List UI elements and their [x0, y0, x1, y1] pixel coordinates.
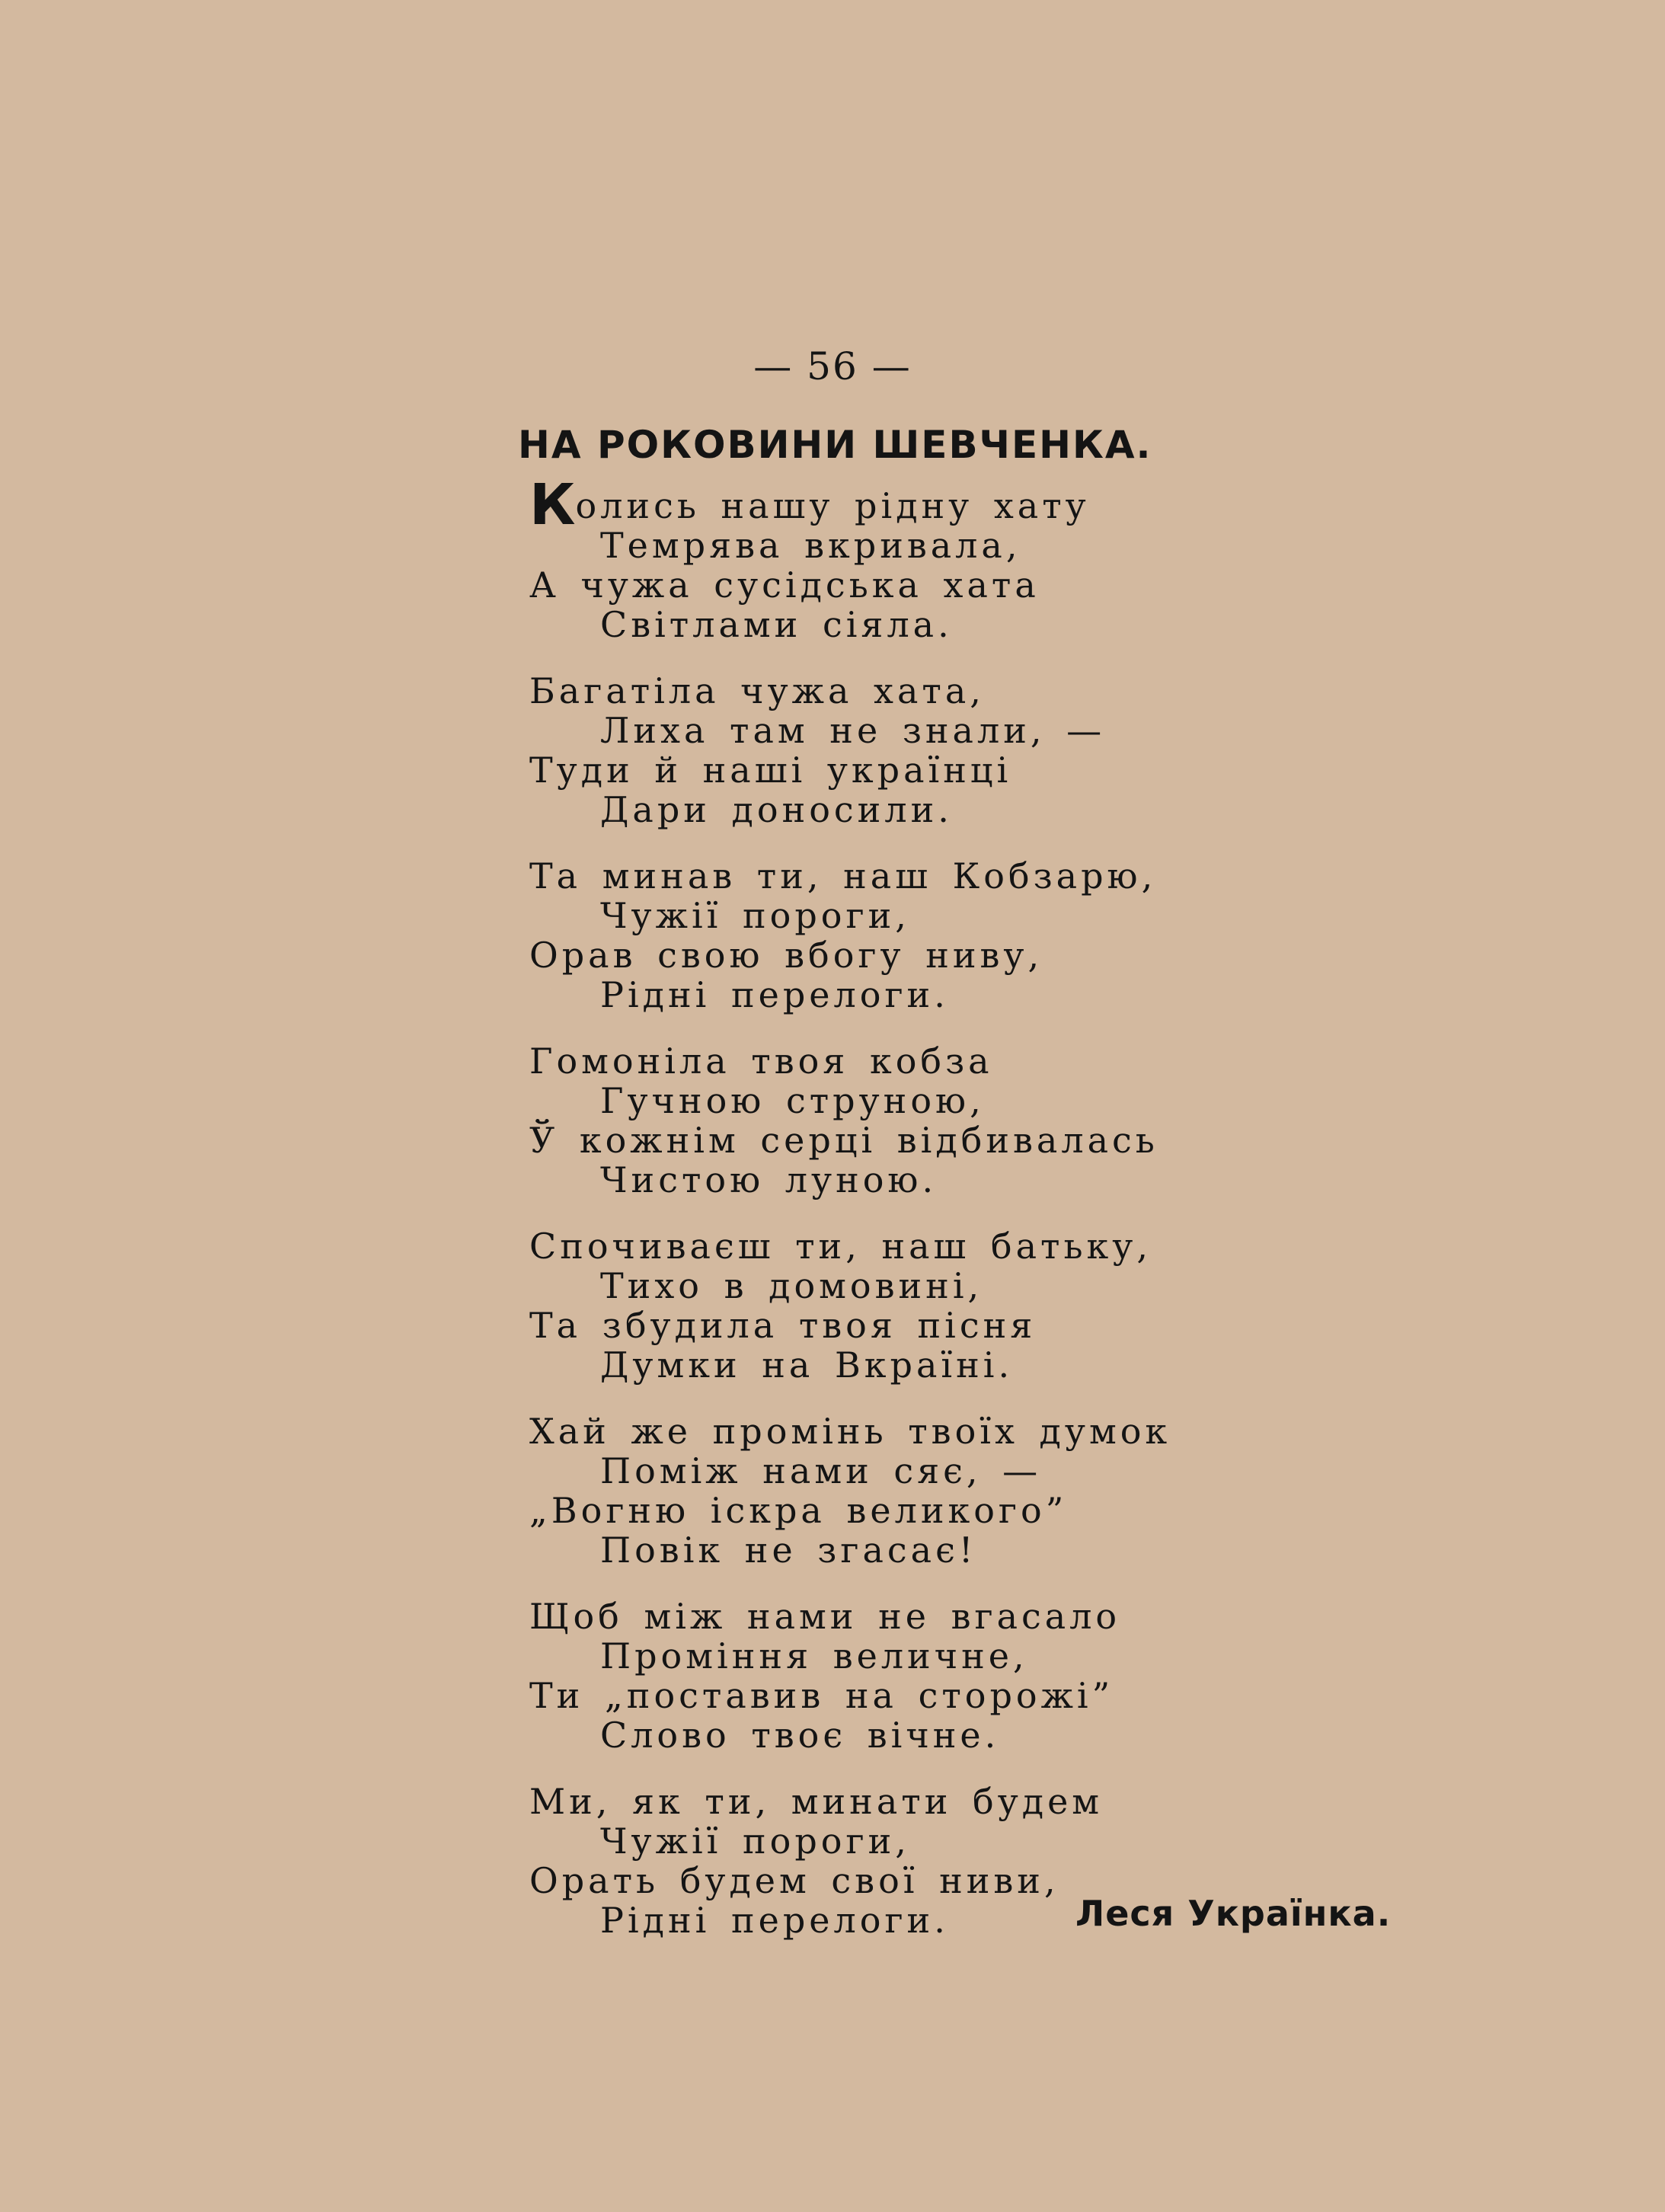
- stanza: [529, 671, 1520, 830]
- stanza: [529, 1597, 1520, 1755]
- poem-line: Проміння величне,: [600, 1635, 1028, 1677]
- poem-line: Лиха там не знали, —: [600, 710, 1106, 751]
- poem-line: Дари доносили.: [600, 789, 953, 830]
- poem-line: Орав свою вбогу ниву,: [529, 935, 1043, 976]
- poem-line: Туди й наші українці: [529, 750, 1012, 791]
- poem-line: Світлами сіяла.: [600, 604, 953, 645]
- poem-line: А чужа сусідська хата: [529, 564, 1040, 606]
- poem-line: Чужії пороги,: [600, 1820, 910, 1862]
- stanza: [529, 856, 1520, 1015]
- poem-line: Гучною струною,: [600, 1080, 985, 1121]
- poem-line: Та збудила твоя пісня: [529, 1305, 1037, 1346]
- poem-line: Щоб між нами не вгасало: [529, 1596, 1121, 1637]
- poem-line: Спочиваєш ти, наш батьку,: [529, 1226, 1152, 1267]
- poem-line: Багатіла чужа хата,: [529, 670, 985, 711]
- poem-line: Гомоніла твоя кобза: [529, 1040, 993, 1082]
- poem-line: Хай же промінь твоїх думок: [529, 1411, 1171, 1452]
- poem-line: Думки на Вкраїні.: [600, 1344, 1014, 1386]
- first-line-text: олись нашу рідну хату: [575, 485, 1090, 526]
- poem-line: Рідні перелоги.: [600, 1900, 949, 1941]
- stanza: [529, 1226, 1520, 1385]
- stanza: [529, 472, 1520, 645]
- poem-line: Ў кожнім серці відбивалась: [529, 1120, 1158, 1161]
- poem-line: Рідні перелоги.: [600, 974, 949, 1015]
- poem-line: Чужії пороги,: [600, 895, 910, 936]
- poem-line: Орать будем свої ниви,: [529, 1860, 1059, 1901]
- poem-line: „Вогню іскра великого”: [529, 1490, 1068, 1531]
- stanza: [529, 1411, 1520, 1570]
- poem-line: Ми, як ти, минати будем: [529, 1781, 1104, 1822]
- poem-line: Поміж нами сяє, —: [600, 1450, 1042, 1491]
- poem-line: Та минав ти, наш Кобзарю,: [529, 855, 1157, 897]
- drop-cap: К: [529, 472, 576, 538]
- poem-line: Слово твоє вічне.: [600, 1715, 1000, 1756]
- poem-title: НА РОКОВИНИ ШЕВЧЕНКА.: [518, 423, 1152, 467]
- poem-line: [529, 472, 1520, 538]
- poem-line: Ти „поставив на сторожі”: [529, 1675, 1114, 1716]
- poem-line: Тихо в домовині,: [600, 1265, 983, 1306]
- page-number: — 56 —: [753, 344, 912, 388]
- poem-line: Повік не згасає!: [600, 1530, 977, 1571]
- poem-line: Чистою луною.: [600, 1159, 938, 1200]
- poem-body: [529, 472, 1520, 1967]
- stanza: [529, 1041, 1520, 1200]
- poem-line: Темрява вкривала,: [600, 525, 1021, 566]
- author-signature: Леся Українка.: [1075, 1893, 1392, 1934]
